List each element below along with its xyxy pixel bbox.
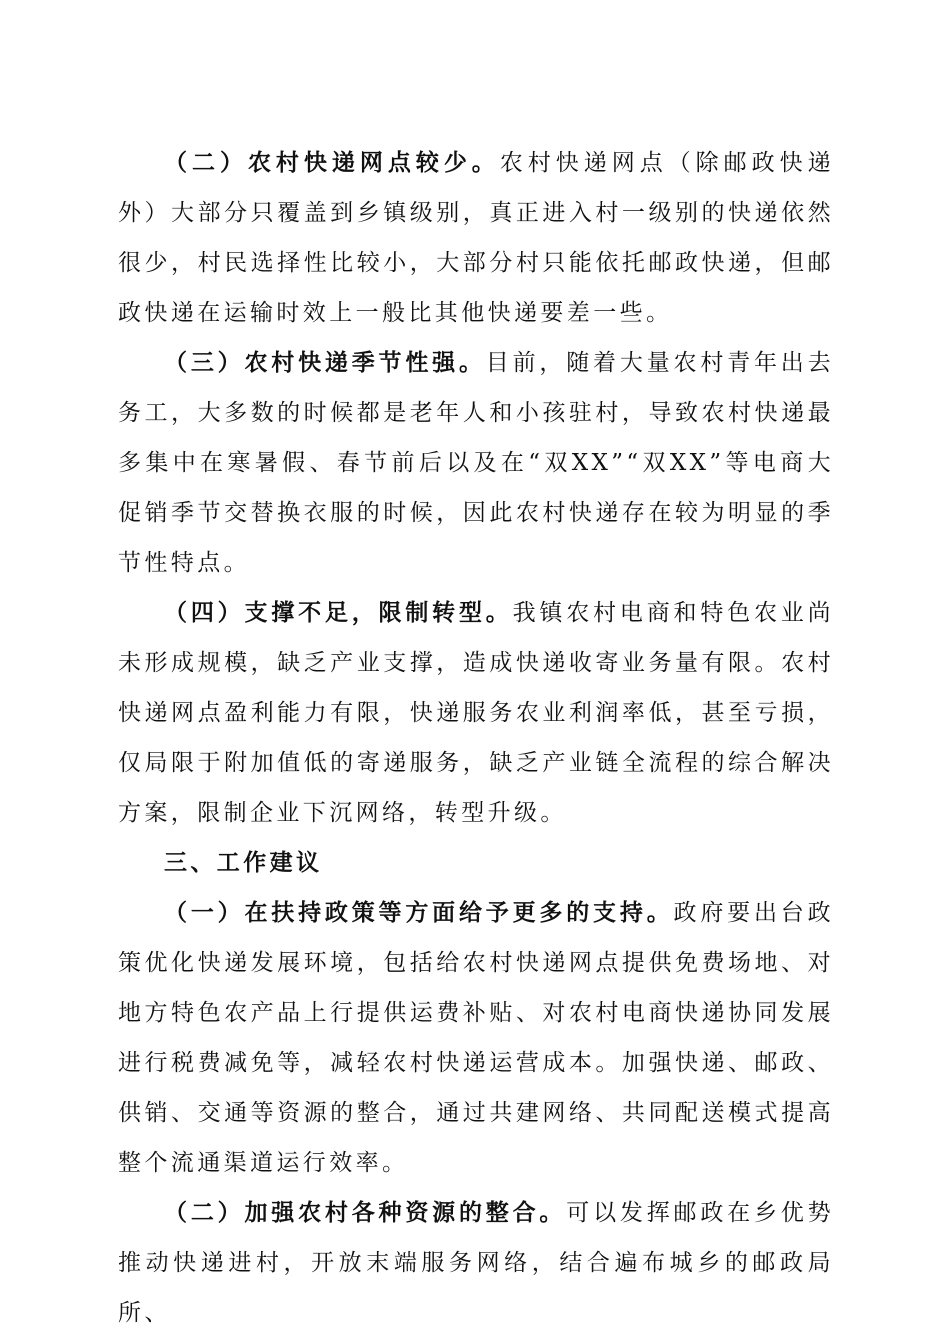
paragraph-body: 政府要出台政策优化快递发展环境，包括给农村快递网点提供免费场地、对地方特色农产品上行提供运费补贴、对农村电商快递协同发展进行税费减免等，减轻农村快递运营成本。加强快递、邮政、供销、交通等资源的整合，通过共建网络、共同配送模式提高整个流通渠道运行效率。 <box>118 900 834 1176</box>
paragraph-seasonality <box>118 338 834 588</box>
paragraph-lead: （一）在扶持政策等方面给予更多的支持。 <box>164 900 674 926</box>
paragraph-body: 可以发挥邮政在乡优势推动快递进村，开放末端服务网络，结合遍布城乡的邮政局所、 <box>118 1200 835 1326</box>
paragraph-rural-outlets <box>118 138 834 338</box>
paragraph-lead: （二）加强农村各种资源的整合。 <box>164 1200 567 1226</box>
paragraph-lead: （二）农村快递网点较少。 <box>164 150 500 176</box>
paragraph-body: 目前，随着大量农村青年出去务工，大多数的时候都是老年人和小孩驻村，导致农村快递最多集中在寒暑假、春节前后以及在“双XX”“双XX”等电商大促销季节交替换衣服的时候，因此农村快递存在较为明显的季节性特点。 <box>118 350 834 576</box>
paragraph-body: 农村快递网点（除邮政快递外）大部分只覆盖到乡镇级别，真正进入村一级别的快递依然很少，村民选择性比较小，大部分村只能依托邮政快递，但邮政快递在运输时效上一般比其他快递要差一些。 <box>118 150 834 326</box>
paragraph-lead: （四）支撑不足，限制转型。 <box>164 600 513 626</box>
section-heading: 三、工作建议 <box>164 850 323 876</box>
paragraph-insufficient-support <box>118 588 834 838</box>
paragraph-body: 我镇农村电商和特色农业尚未形成规模，缺乏产业支撑，造成快递收寄业务量有限。农村快递网点盈利能力有限，快递服务农业利润率低，甚至亏损，仅局限于附加值低的寄递服务，缺乏产业链全流程的综合解决方案，限制企业下沉网络，转型升级。 <box>118 600 834 826</box>
paragraph-policy-support <box>118 888 834 1188</box>
paragraph-resource-integration <box>118 1188 834 1338</box>
paragraph-lead: （三）农村快递季节性强。 <box>164 350 486 376</box>
document-page <box>118 138 834 1338</box>
